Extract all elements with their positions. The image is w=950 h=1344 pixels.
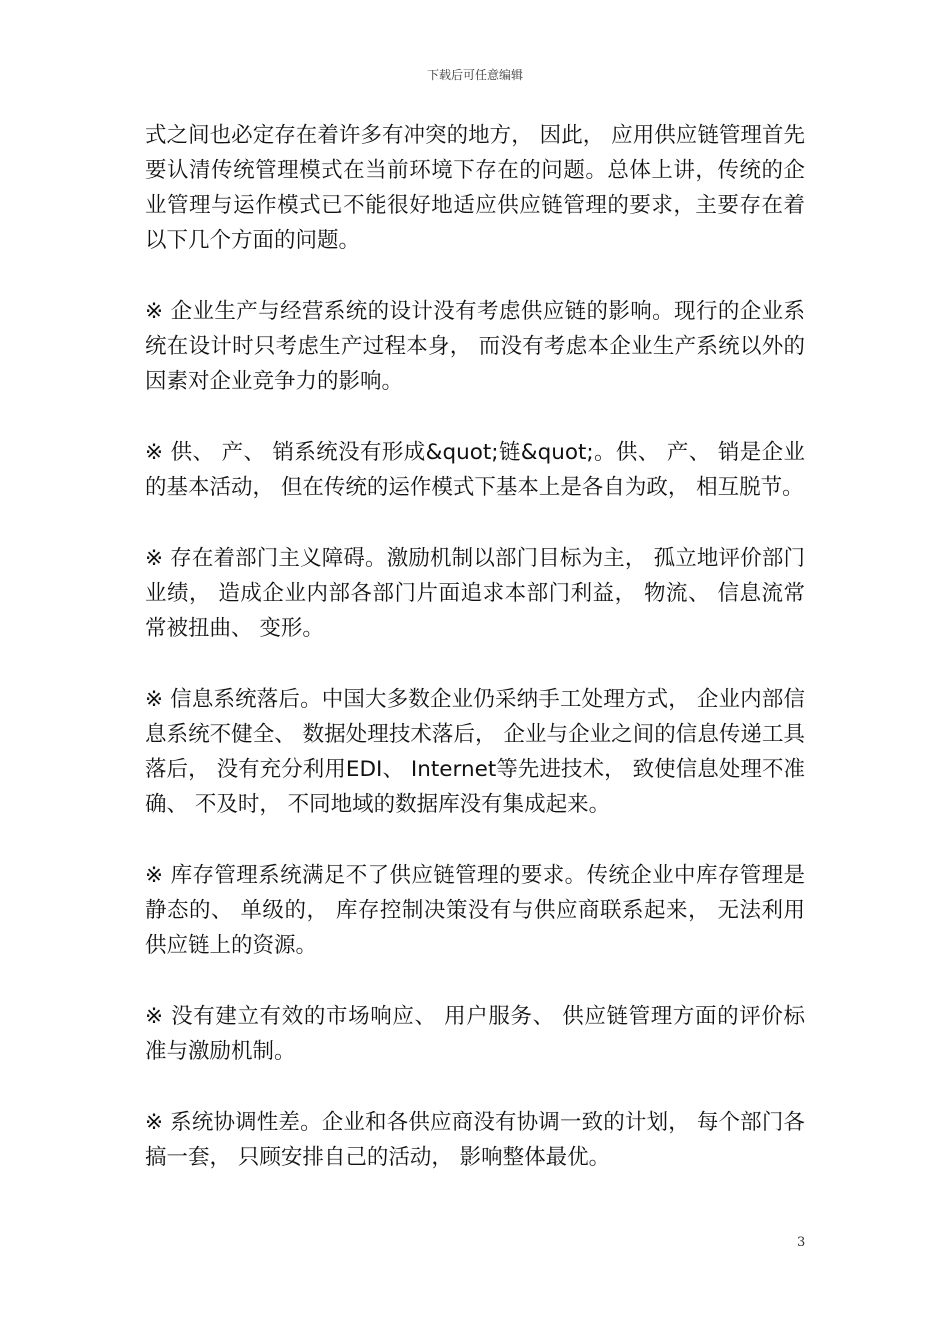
paragraph-item-1: ※ 企业生产与经营系统的设计没有考虑供应链的影响。现行的企业系统在设计时只考虑生产过程本身， 而没有考虑本企业生产系统以外的因素对企业竞争力的影响。: [145, 299, 805, 394]
paragraph-item-7: ※ 系统协调性差。企业和各供应商没有协调一致的计划， 每个部门各搞一套， 只顾安排自己的活动， 影响整体最优。: [145, 1110, 805, 1170]
paragraph-item-6: ※ 没有建立有效的市场响应、 用户服务、 供应链管理方面的评价标准与激励机制。: [145, 1004, 805, 1064]
document-body: [145, 118, 805, 1211]
paragraph-item-3: ※ 存在着部门主义障碍。激励机制以部门目标为主， 孤立地评价部门业绩， 造成企业内部各部门片面追求本部门利益， 物流、 信息流常常被扭曲、 变形。: [145, 546, 805, 641]
page-header: 下载后可任意编辑: [426, 68, 523, 82]
paragraph-intro: 式之间也必定存在着许多有冲突的地方， 因此， 应用供应链管理首先要认清传统管理模式在当前环境下存在的问题。总体上讲，传统的企业管理与运作模式已不能很好地适应供应链管理的要求，主要存在着以下几个方面的问题。: [145, 123, 805, 253]
paragraph-item-4: ※ 信息系统落后。中国大多数企业仍采纳手工处理方式， 企业内部信息系统不健全、 数据处理技术落后， 企业与企业之间的信息传递工具落后， 没有充分利用EDI、 Internet等先进技术， 致使信息处理不准确、 不及时， 不同地域的数据库没有集成起来。: [145, 687, 805, 817]
paragraph-item-5: ※ 库存管理系统满足不了供应链管理的要求。传统企业中库存管理是静态的、 单级的， 库存控制决策没有与供应商联系起来， 无法利用供应链上的资源。: [145, 863, 805, 958]
page-number: 3: [797, 1235, 806, 1250]
paragraph-item-2: ※ 供、 产、 销系统没有形成&quot;链&quot;。供、 产、 销是企业的基本活动， 但在传统的运作模式下基本上是各自为政， 相互脱节。: [145, 440, 805, 500]
